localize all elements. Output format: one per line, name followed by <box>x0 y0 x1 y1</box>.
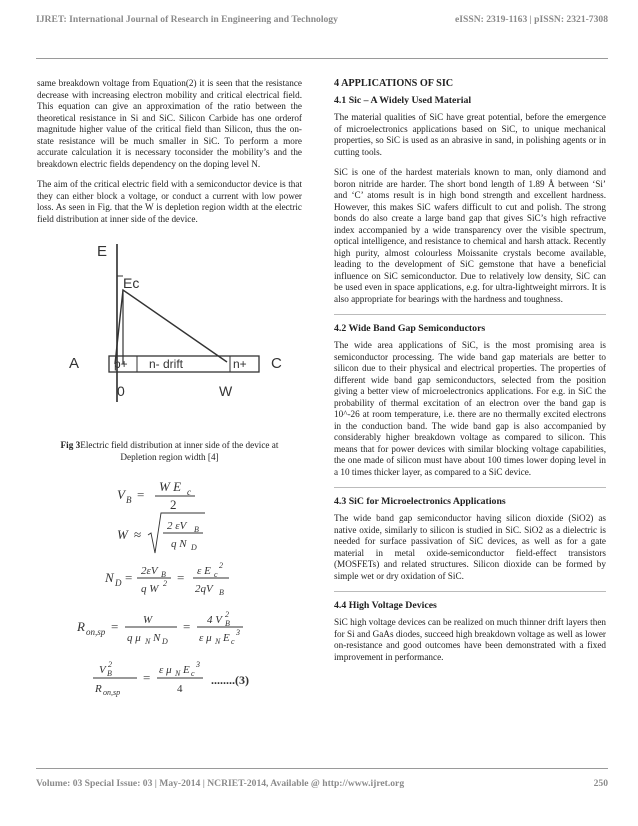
svg-text:=: = <box>111 619 119 634</box>
svg-text:q N: q N <box>171 538 187 550</box>
label-c: C <box>271 355 282 372</box>
svg-text:2 εV: 2 εV <box>167 520 187 532</box>
svg-text:ε μ: ε μ <box>159 664 172 676</box>
svg-text:2: 2 <box>163 579 167 588</box>
svg-text:q W: q W <box>141 583 159 595</box>
svg-text:c: c <box>214 570 218 579</box>
label-drift: n- drift <box>149 357 184 371</box>
subsection-heading: 4.4 High Voltage Devices <box>334 600 437 611</box>
equation-number: ........(3) <box>211 673 249 687</box>
svg-text:R: R <box>77 619 85 634</box>
svg-text:B: B <box>225 619 230 628</box>
svg-text:E: E <box>183 664 190 676</box>
svg-text:B: B <box>126 495 132 505</box>
svg-text:B: B <box>161 570 166 579</box>
svg-text:on,sp: on,sp <box>86 627 106 637</box>
page-number: 250 <box>593 778 608 789</box>
svg-text:ε μ: ε μ <box>199 632 212 644</box>
paragraph: The wide band gap semiconductor having silicon dioxide (SiO2) as native oxide, similarly to silicon is studied in SiC. SiO2 as a dielectric is needed for surface passivation of SiC devices, as well as for a gate material in metal oxide-semiconductor field-effect transistors (MOSFETs) and related structures. Silicon dioxide can be formed by simple wet or dry oxidation of SiC. <box>334 513 606 581</box>
section-heading: 4 APPLICATIONS OF SIC <box>334 78 454 89</box>
equations-block <box>37 469 302 719</box>
label-0: 0 <box>117 383 125 399</box>
svg-text:c: c <box>191 669 195 678</box>
svg-text:N: N <box>153 632 161 644</box>
svg-text:=: = <box>177 570 185 585</box>
label-a: A <box>69 355 80 372</box>
svg-text:=: = <box>143 670 151 685</box>
section-divider <box>334 314 606 315</box>
svg-text:on,sp: on,sp <box>103 688 121 697</box>
paragraph: SiC is one of the hardest materials known to man, only diamond and boron nitride are harder. The short bond length of 1.89 Å between ‘Si’ and ‘C’ atoms result is in high bond strength and excellent hardness. However, this makes SiC wafers difficult to cut and polish. The strong bonds do also create a large band gap that gives SiC’s high refractive index accompanied by a wide transparency over the visible spectrum, optical intelligence, and resistance to chemical and harsh attack. Recently high purity, almost colourless Moissanite crystals become available, leading to the development of SiC gemstone that have a beneficial influence on SiC semiconductor. Due to relatively low density, SiC can be used even in space applications, e.g. for ultra-lightweight mirrors. It is also appropriate for bearings with the hardness and toughness. <box>334 167 606 304</box>
svg-text:2: 2 <box>225 610 229 619</box>
svg-text:B: B <box>107 669 112 678</box>
svg-text:B: B <box>219 588 224 597</box>
svg-text:W: W <box>117 527 128 542</box>
figure-caption <box>47 440 292 463</box>
svg-text:3: 3 <box>236 628 240 637</box>
issn: eISSN: 2319-1163 | pISSN: 2321-7308 <box>455 14 608 25</box>
svg-text:W E: W E <box>159 479 182 494</box>
svg-text:R: R <box>95 683 102 695</box>
svg-text:≈: ≈ <box>134 527 142 542</box>
svg-text:2: 2 <box>219 561 223 570</box>
paragraph: SiC high voltage devices can be realized on much thinner drift layers then for Si and GaAs diodes, succeed high breakdown voltage as well as lower on-resistance and good outcomes have been demonstrated with a fixed improvement in performance. <box>334 617 606 662</box>
svg-text:N: N <box>145 637 151 646</box>
svg-text:E: E <box>223 632 230 644</box>
label-ec: Ec <box>123 275 140 291</box>
label-w: W <box>219 383 233 399</box>
subsection-heading: 4.3 SiC for Microelectronics Applications <box>334 496 506 507</box>
svg-text:2: 2 <box>108 660 112 669</box>
journal-name: IJRET: International Journal of Research in Engineering and Technology <box>36 14 338 25</box>
electric-field-figure <box>37 234 302 434</box>
svg-text:3: 3 <box>196 660 200 669</box>
caption-text: Electric field distribution at inner side of the device at Depletion region width [4] <box>80 440 279 462</box>
caption-label: Fig 3 <box>60 440 81 450</box>
svg-text:W: W <box>143 614 153 626</box>
svg-text:D: D <box>162 637 168 646</box>
svg-text:D: D <box>191 543 197 552</box>
paragraph: The wide area applications of SiC, is the most promising area is semiconductor processing. The wide band gap materials are better to silicon due to their physical and electrical properties. The properties of different wide band gap semiconductors, selected from the position giving a better view of microelectronics applications. For e.g. in SiC the probability of thermal excitation of an electron over the band gap is 10^-26 at room temperature, i.e. there are no thermally excited electrons in the conduction band. The wide band gap is also accompanied by considerably higher breakdown voltage as compared to silicon. This means that for power devices with similar blocking voltage capabilities, the one made of silicon must have about 100 times lower doping level in a 10 times thicker layer, as compared to a SiC device. <box>334 340 606 477</box>
page-header <box>36 14 608 25</box>
field-triangle <box>115 290 227 364</box>
svg-text:2εV: 2εV <box>141 565 158 577</box>
svg-text:c: c <box>187 487 191 497</box>
svg-text:V: V <box>117 487 125 502</box>
paragraph: same breakdown voltage from Equation(2) it is seen that the resistance decrease with increasing electron mobility and critical electrical field. This equation can give an approximation of the ratio between the theoretical resistance in Si and SiC. Silicon Carbide has one orderof magnitude higher value of the critical field than Silicon, thus the on-state resistance will be much smaller in SiC. To perform a more accurate calculation it is necessary toconsider the mobility’s and the breakdown electric fields dependency on the doping level N. <box>37 78 302 169</box>
svg-text:N: N <box>215 637 221 646</box>
svg-text:V: V <box>99 664 106 676</box>
svg-text:=: = <box>125 570 133 585</box>
page-footer <box>36 778 608 789</box>
svg-text:ε E: ε E <box>197 565 211 577</box>
svg-text:N: N <box>175 669 181 678</box>
subsection-heading: 4.2 Wide Band Gap Semiconductors <box>334 323 486 334</box>
label-e: E <box>97 243 108 260</box>
right-column <box>334 78 606 672</box>
subsection-heading: 4.1 Sic – A Widely Used Material <box>334 95 472 106</box>
svg-text:2: 2 <box>170 497 177 512</box>
svg-text:D: D <box>115 578 122 588</box>
section-divider <box>334 591 606 592</box>
footer-rule <box>36 768 608 769</box>
section-divider <box>334 487 606 488</box>
svg-text:N: N <box>105 570 114 585</box>
volume-info: Volume: 03 Special Issue: 03 | May-2014 | NCRIET-2014, Available @ http://www.ijret.org <box>36 778 405 789</box>
paragraph: The material qualities of SiC have great potential, before the emergence of microelectronics applications based on SiC, to unique mechanical properties, so SiC is used as an abrasive in sand, in polishing agents or in cutting tools. <box>334 112 606 157</box>
svg-text:B: B <box>194 525 199 534</box>
label-p: p+ <box>114 357 128 371</box>
svg-text:4 V: 4 V <box>207 614 222 626</box>
svg-text:=: = <box>183 619 191 634</box>
paragraph: The aim of the critical electric field with a semiconductor device is that they can either block a voltage, or conduct a current with low power loss. As seen in Fig. that the W is depletion region width at the electric field distribution at inner side of the device. <box>37 179 302 224</box>
svg-text:4: 4 <box>177 683 183 695</box>
svg-text:=: = <box>137 487 145 502</box>
svg-text:q μ: q μ <box>127 632 141 644</box>
header-rule <box>36 58 608 59</box>
svg-text:2qV: 2qV <box>195 583 213 595</box>
left-column <box>37 78 302 719</box>
label-n: n+ <box>233 357 247 371</box>
svg-text:c: c <box>231 637 235 646</box>
